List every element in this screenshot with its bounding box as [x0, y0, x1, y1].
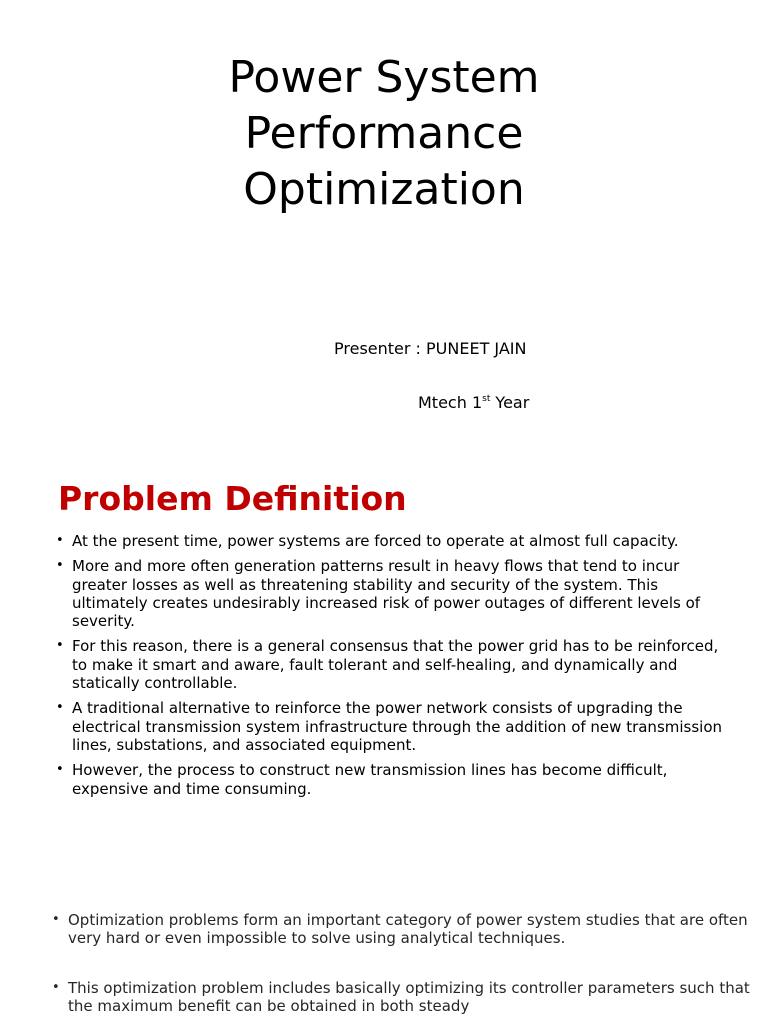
- bullet-dot: •: [56, 533, 64, 548]
- title-line-1: Power System: [228, 52, 540, 103]
- bullet-dot: •: [52, 912, 60, 927]
- title-line-3: Optimization: [243, 164, 525, 215]
- bullet-text: A traditional alternative to reinforce the power network consists of upgrading the electrical transmission system infrastructure through the addition of new transmission lines, substations, and associated equipment.: [72, 699, 723, 754]
- list-item: [54, 557, 724, 630]
- list-item: [50, 979, 750, 1015]
- bullet-dot: •: [56, 762, 64, 778]
- section-heading: Problem Definition: [58, 479, 407, 518]
- year-prefix: Mtech 1: [418, 393, 483, 412]
- bullet-text: At the present time, power systems are forced to operate at almost full capacity.: [72, 532, 679, 550]
- bullet-dot: •: [56, 638, 64, 654]
- year-superscript: st: [482, 394, 491, 404]
- list-item: [54, 699, 724, 754]
- list-item: [54, 532, 724, 550]
- list-item: [54, 637, 724, 692]
- bullet-text: However, the process to construct new transmission lines has become difficult, expensive and time consuming.: [72, 761, 668, 798]
- title-line-2: Performance: [244, 108, 524, 159]
- year-line: [418, 393, 529, 413]
- presenter-line: Presenter : PUNEET JAIN: [334, 339, 527, 358]
- bullet-text: Optimization problems form an important category of power system studies that are often very hard or even impossible to solve using analytical techniques.: [68, 911, 748, 947]
- list-item: [54, 761, 724, 798]
- list-item: [50, 911, 750, 947]
- bullet-dot: •: [52, 980, 60, 995]
- slide-title: [0, 50, 768, 218]
- bullet-text: This optimization problem includes basically optimizing its controller parameters such that the maximum benefit can be obtained in both steady: [68, 979, 750, 1015]
- year-suffix: Year: [490, 393, 530, 412]
- problem-bullet-list: [54, 532, 724, 805]
- bullet-dot: •: [56, 700, 64, 716]
- bullet-dot: •: [56, 558, 64, 574]
- bullet-text: For this reason, there is a general consensus that the power grid has to be reinforced, to make it smart and aware, fault tolerant and self-healing, and dynamically and statically controllable.: [72, 637, 719, 693]
- bullet-text: More and more often generation patterns result in heavy flows that tend to incur greater losses as well as threatening stability and security of the system. This ultimately creates undesirably increased risk of power outages of different levels of severity.: [72, 557, 701, 631]
- optimization-bullet-list: [50, 911, 750, 1024]
